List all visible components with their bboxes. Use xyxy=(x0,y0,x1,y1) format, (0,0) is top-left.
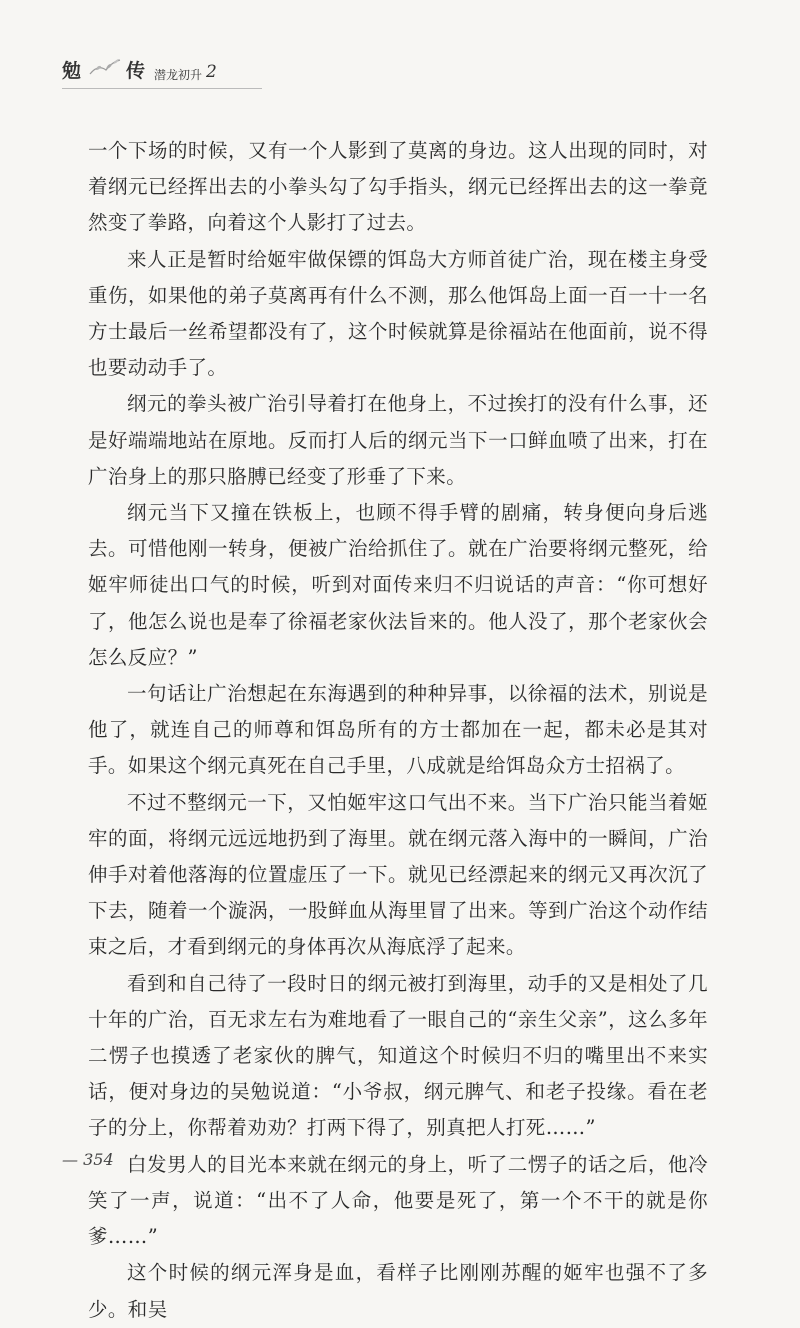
leaf-ornament-icon xyxy=(88,56,122,80)
paragraph: 不过不整纲元一下，又怕姬牢这口气出不来。当下广治只能当着姬牢的面，将纲元远远地扔到了海里。就在纲元落入海中的一瞬间，广治伸手对着他落海的位置虚压了一下。就见已经漂起来的纲元又再次沉了下去，随着一个漩涡，一股鲜血从海里冒了出来。等到广治这个动作结束之后，才看到纲元的身体再次从海底浮了起来。 xyxy=(88,790,708,959)
paragraph: 一句话让广治想起在东海遇到的种种异事，以徐福的法术，别说是他了，就连自己的师尊和饵岛所有的方士都加在一起，都未必是其对手。如果这个纲元真死在自己手里，八成就是给饵岛众方士招祸了。 xyxy=(88,682,708,778)
paragraph: 白发男人的目光本来就在纲元的身上，听了二愣子的话之后，他冷笑了一声，说道：“出不了人命，他要是死了，第一个不干的就是你爹……” xyxy=(88,1152,708,1249)
header-divider xyxy=(62,88,262,89)
header-title-char2: 传 xyxy=(126,60,146,82)
paragraph: 这个时候的纲元浑身是血，看样子比刚刚苏醒的姬牢也强不了多少。和吴 xyxy=(88,1261,708,1321)
paragraph: 看到和自己待了一段时日的纲元被打到海里，动手的又是相处了几十年的广治，百无求左右为难地看了一眼自己的“亲生父亲”，这么多年二愣子也摸透了老家伙的脾气，知道这个时候归不归的嘴里出不来实话，便对身边的吴勉说道：“小爷叔，纲元脾气、和老子投缘。看在老子的分上，你帮着劝劝？打两下得了，别真把人打死……” xyxy=(88,971,708,1140)
paragraph: 一个下场的时候，又有一个人影到了莫离的身边。这人出现的同时，对着纲元已经挥出去的小拳头勾了勾手指头，纲元已经挥出去的这一拳竟然变了拳路，向着这个人影打了过去。 xyxy=(88,139,708,235)
paragraph: 来人正是暂时给姬牢做保镖的饵岛大方师首徒广治，现在楼主身受重伤，如果他的弟子莫离再有什么不测，那么他饵岛上面一百一十一名方士最后一丝希望都没有了，这个时候就算是徐福站在他面前，说不得也要动动手了。 xyxy=(88,247,708,380)
page-number: — 354 xyxy=(62,1150,114,1169)
header-subtitle: 潜龙初升 xyxy=(154,68,203,82)
header-volume: 2 xyxy=(206,62,217,82)
paragraph: 纲元的拳头被广治引导着打在他身上，不过挨打的没有什么事，还是好端端地站在原地。反而打人后的纲元当下一口鲜血喷了出来，打在广治身上的那只胳膊已经变了形垂了下来。 xyxy=(88,392,708,488)
header-title-char1: 勉 xyxy=(62,60,82,82)
page-body xyxy=(88,133,708,1328)
paragraph: 纲元当下又撞在铁板上，也顾不得手臂的剧痛，转身便向身后逃去。可惜他刚一转身，便被广治给抓住了。就在广治要将纲元整死，给姬牢师徒出口气的时候，听到对面传来归不归说话的声音：“你可想好了，他怎么说也是奉了徐福老家伙法旨来的。他人没了，那个老家伙会怎么反应？” xyxy=(88,501,708,669)
running-header xyxy=(62,52,362,96)
